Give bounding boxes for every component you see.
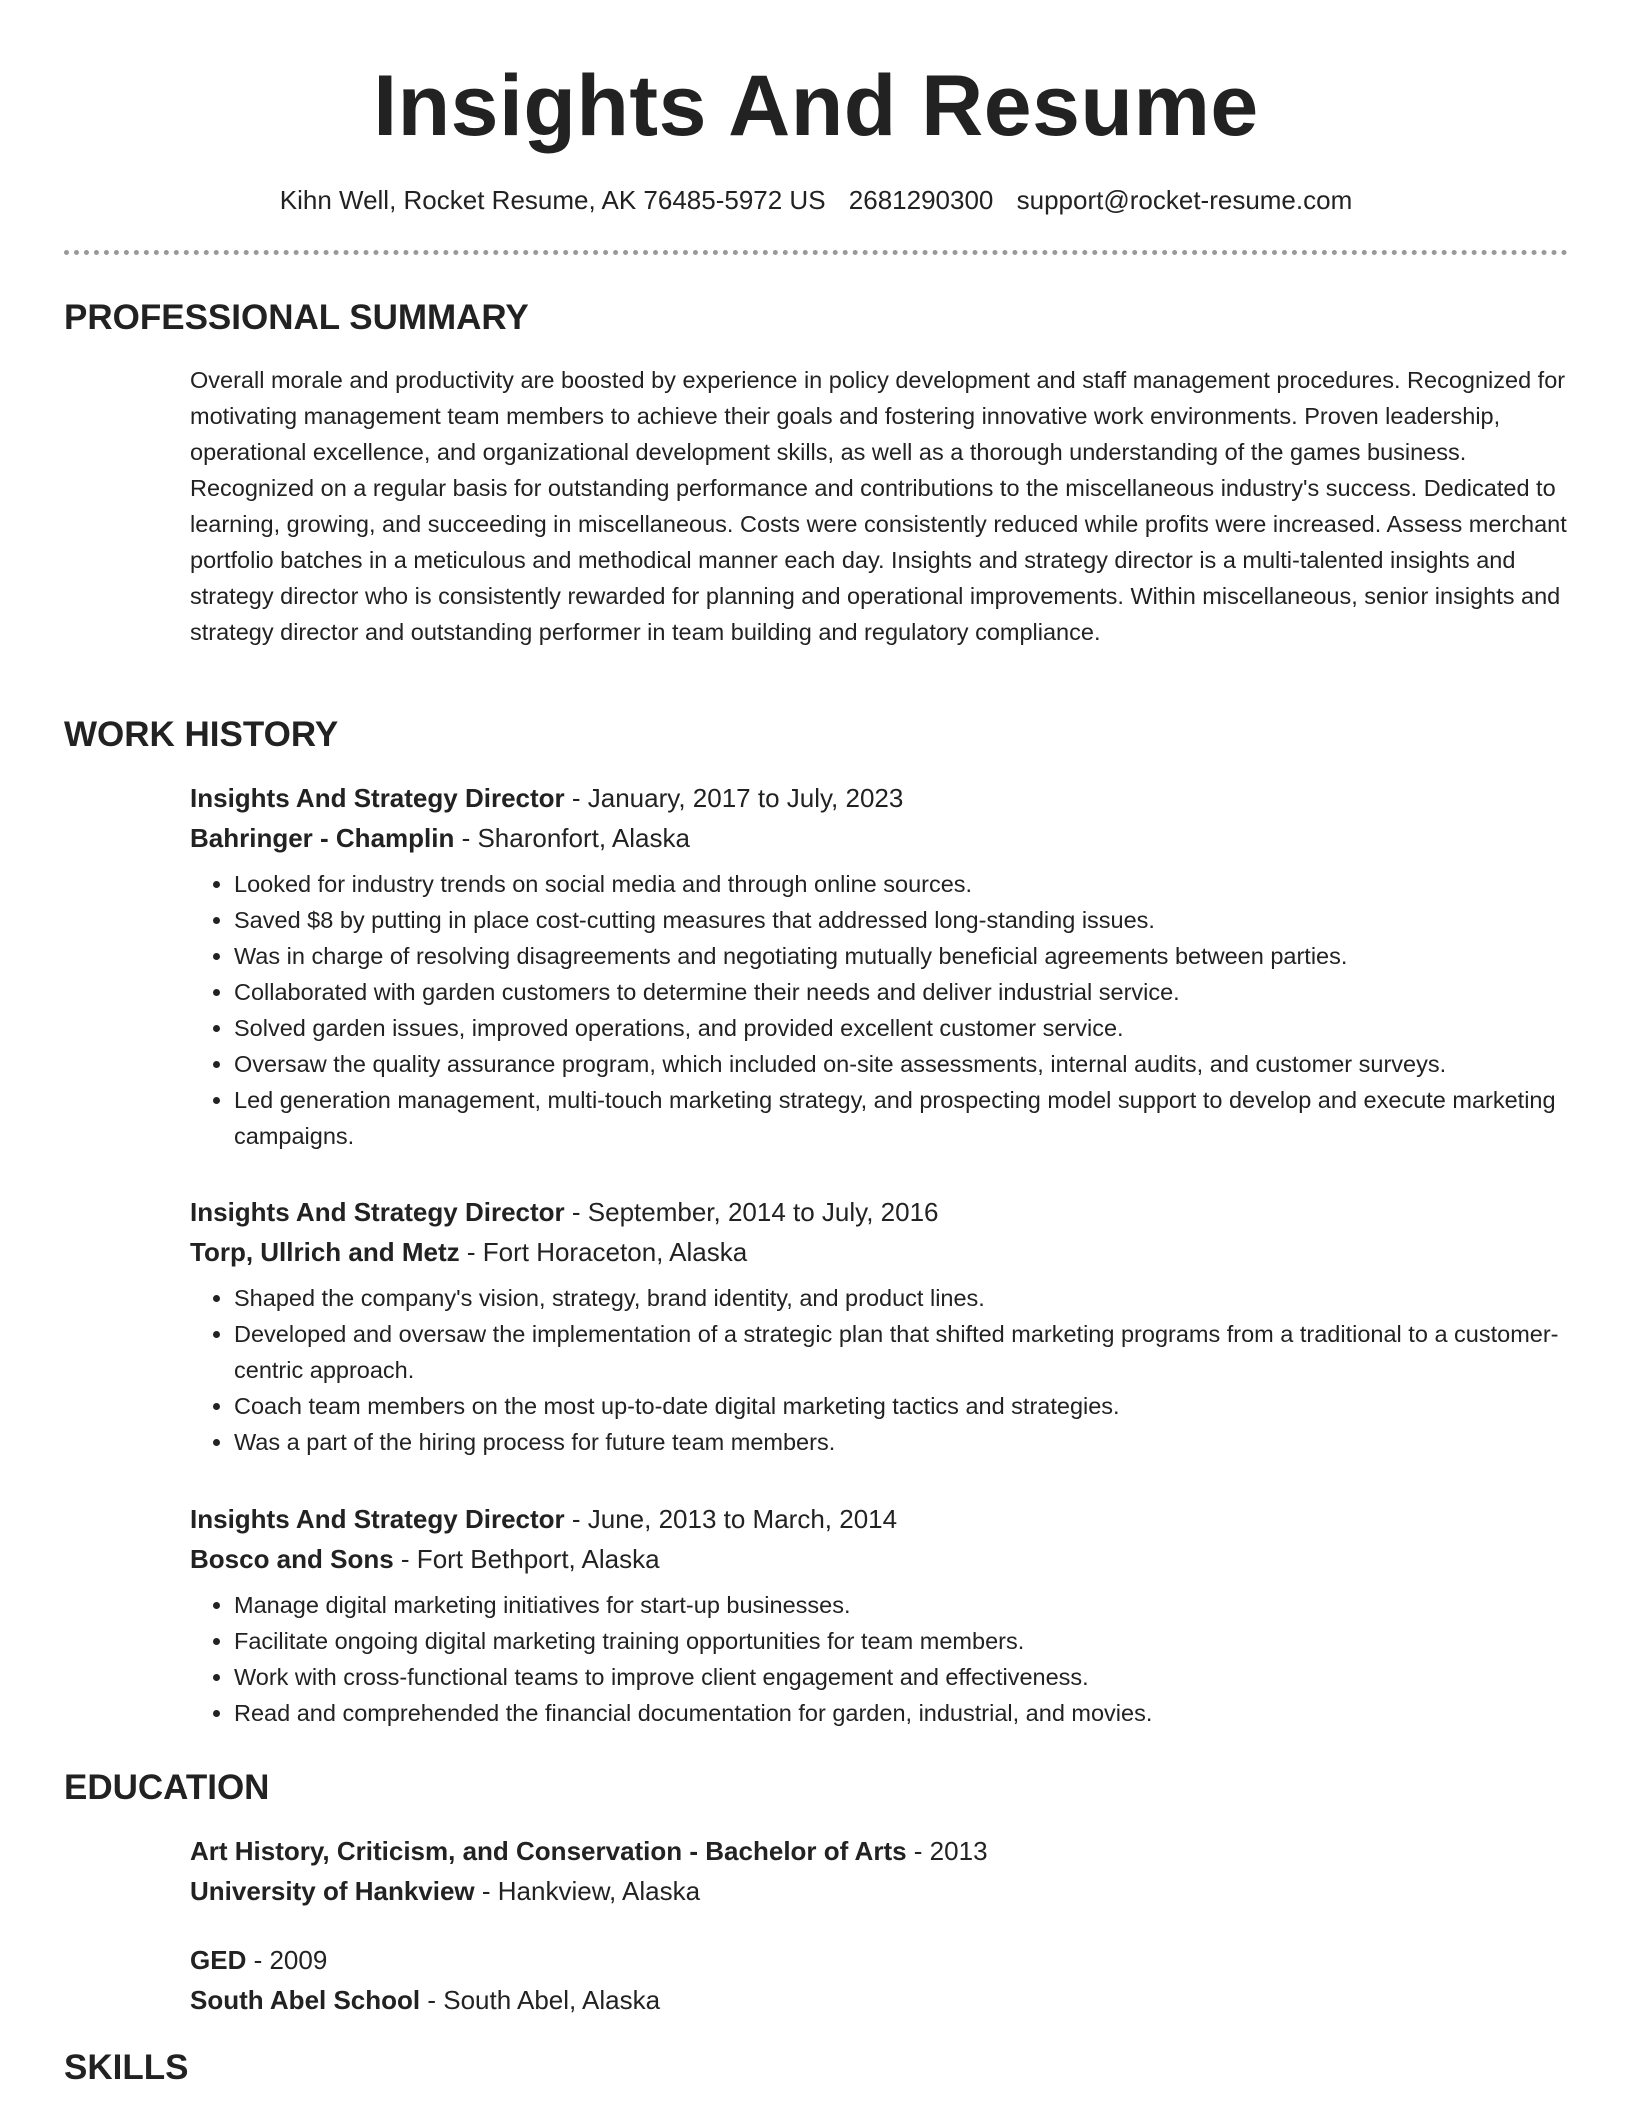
job-company-line xyxy=(190,818,1570,858)
job-location: - Fort Horaceton, Alaska xyxy=(459,1237,748,1267)
education-degree: GED xyxy=(190,1945,247,1975)
job-bullet: • Coach team members on the most up-to-date digital marketing tactics and strategies. xyxy=(234,1388,1570,1424)
job-bullet: • Read and comprehended the financial documentation for garden, industrial, and movies. xyxy=(234,1695,1570,1731)
education-location: - South Abel, Alaska xyxy=(420,1985,661,2015)
job-dates: - January, 2017 to July, 2023 xyxy=(564,783,904,813)
education-year: - 2009 xyxy=(246,1945,328,1975)
education-school: University of Hankview xyxy=(190,1876,475,1906)
job-bullet: • Was a part of the hiring process for future team members. xyxy=(234,1424,1570,1460)
job-company: Bosco and Sons xyxy=(190,1544,394,1574)
education-entry xyxy=(190,1831,1570,1911)
job-company-line xyxy=(190,1232,1570,1272)
section-title-summary: PROFESSIONAL SUMMARY xyxy=(64,298,529,337)
job-location: - Fort Bethport, Alaska xyxy=(393,1544,660,1574)
job-bullet: • Collaborated with garden customers to determine their needs and deliver industrial service. xyxy=(234,974,1570,1010)
education-location: - Hankview, Alaska xyxy=(474,1876,701,1906)
education-school-line xyxy=(190,1871,1570,1911)
contact-address: Kihn Well, Rocket Resume, AK 76485-5972 US xyxy=(279,185,826,215)
job-entry xyxy=(190,778,1570,1154)
job-company-line xyxy=(190,1539,1570,1579)
education-degree: Art History, Criticism, and Conservation - Bachelor of Arts xyxy=(190,1836,907,1866)
job-bullets xyxy=(190,1280,1570,1460)
education-degree-line xyxy=(190,1940,1570,1980)
job-company: Torp, Ullrich and Metz xyxy=(190,1237,460,1267)
job-bullet: • Developed and oversaw the implementation of a strategic plan that shifted marketing programs from a traditional to a customer-centric approach. xyxy=(234,1316,1570,1388)
job-dates: - June, 2013 to March, 2014 xyxy=(564,1504,898,1534)
summary-text: Overall morale and productivity are boosted by experience in policy development and staff management procedures. Recognized for motivating management team members to achieve their goals and fostering innovative work environments. Proven leadership, operational excellence, and organizational development skills, as well as a thorough understanding of the games business. Recognized on a regular basis for outstanding performance and contributions to the miscellaneous industry's success. Dedicated to learning, growing, and succeeding in miscellaneous. Costs were consistently reduced while profits were increased. Assess merchant portfolio batches in a meticulous and methodical manner each day. Insights and strategy director is a multi-talented insights and strategy director who is consistently rewarded for planning and operational improvements. Within miscellaneous, senior insights and strategy director and outstanding performer in team building and regulatory compliance. xyxy=(190,367,1567,645)
header-divider xyxy=(64,250,1568,255)
job-bullet: • Shaped the company's vision, strategy, brand identity, and product lines. xyxy=(234,1280,1570,1316)
job-title-line xyxy=(190,1192,1570,1232)
section-title-skills: SKILLS xyxy=(64,2048,189,2087)
job-role: Insights And Strategy Director xyxy=(190,1197,565,1227)
job-bullets xyxy=(190,1587,1570,1731)
job-bullet: • Facilitate ongoing digital marketing training opportunities for team members. xyxy=(234,1623,1570,1659)
job-location: - Sharonfort, Alaska xyxy=(454,823,690,853)
contact-email: support@rocket-resume.com xyxy=(1016,185,1353,215)
job-bullet: • Oversaw the quality assurance program, which included on-site assessments, internal audits, and customer surveys. xyxy=(234,1046,1570,1082)
education-school: South Abel School xyxy=(190,1985,421,2015)
contact-phone: 2681290300 xyxy=(848,185,994,215)
job-dates: - September, 2014 to July, 2016 xyxy=(564,1197,939,1227)
job-bullet: • Led generation management, multi-touch marketing strategy, and prospecting model support to develop and execute marketing campaigns. xyxy=(234,1082,1570,1154)
contact-line xyxy=(0,182,1632,218)
resume-name: Insights And Resume xyxy=(373,58,1259,154)
job-bullet: • Looked for industry trends on social media and through online sources. xyxy=(234,866,1570,902)
education-entry xyxy=(190,1940,1570,2020)
section-title-work: WORK HISTORY xyxy=(64,715,339,754)
job-entry xyxy=(190,1192,1570,1460)
job-bullet: • Was in charge of resolving disagreements and negotiating mutually beneficial agreements between parties. xyxy=(234,938,1570,974)
job-title-line xyxy=(190,1499,1570,1539)
job-bullet: • Work with cross-functional teams to improve client engagement and effectiveness. xyxy=(234,1659,1570,1695)
job-title-line xyxy=(190,778,1570,818)
education-degree-line xyxy=(190,1831,1570,1871)
section-title-education: EDUCATION xyxy=(64,1768,270,1807)
job-bullets xyxy=(190,866,1570,1154)
job-role: Insights And Strategy Director xyxy=(190,783,565,813)
education-school-line xyxy=(190,1980,1570,2020)
summary-block xyxy=(190,362,1570,650)
job-role: Insights And Strategy Director xyxy=(190,1504,565,1534)
job-bullet: • Saved $8 by putting in place cost-cutting measures that addressed long-standing issues. xyxy=(234,902,1570,938)
education-year: - 2013 xyxy=(906,1836,988,1866)
job-entry xyxy=(190,1499,1570,1731)
job-bullet: • Manage digital marketing initiatives for start-up businesses. xyxy=(234,1587,1570,1623)
job-bullet: • Solved garden issues, improved operations, and provided excellent customer service. xyxy=(234,1010,1570,1046)
job-company: Bahringer - Champlin xyxy=(190,823,455,853)
